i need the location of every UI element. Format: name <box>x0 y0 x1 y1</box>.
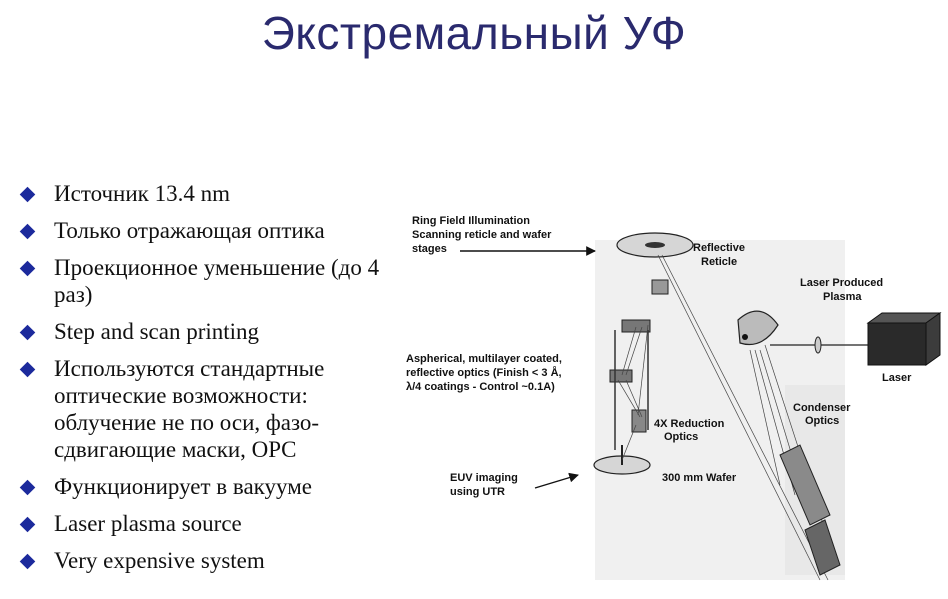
bullet-text: Источник 13.4 nm <box>54 181 230 206</box>
label-condenser: Condenser <box>793 402 851 414</box>
bullet-list <box>20 180 400 584</box>
bullet-item <box>20 547 400 574</box>
diamond-bullet-icon <box>20 554 36 570</box>
diamond-bullet-icon <box>20 261 36 277</box>
label-reduction: Optics <box>664 431 699 443</box>
bullet-text: Используются стандартные оптические возможности: облучение не по оси, фазо-сдвигающие маски, OPC <box>54 356 325 462</box>
label-aspherical: λ/4 coatings - Control ~0.1A) <box>406 381 555 393</box>
arrow-euv <box>535 475 578 488</box>
label-aspherical: Aspherical, multilayer coated, <box>406 353 562 365</box>
bullet-item <box>20 217 400 244</box>
laser-box <box>868 323 926 365</box>
label-laser-plasma: Laser Produced <box>800 277 884 289</box>
label-ring-field: Ring Field Illumination <box>412 215 530 227</box>
bullet-item <box>20 473 400 500</box>
label-reduction: 4X Reduction <box>654 418 725 430</box>
label-condenser: Optics <box>805 415 840 427</box>
label-reflective-reticle: Reflective <box>693 242 745 254</box>
diamond-bullet-icon <box>20 325 36 341</box>
bullet-text: Функционирует в вакууме <box>54 474 312 499</box>
bullet-item <box>20 355 400 463</box>
page-title: Экстремальный УФ <box>261 7 687 59</box>
label-laser: Laser <box>882 372 912 384</box>
diamond-bullet-icon <box>20 362 36 378</box>
label-ring-field: Scanning reticle and wafer <box>412 229 552 241</box>
bullet-text: Very expensive system <box>54 548 265 573</box>
diamond-bullet-icon <box>20 187 36 203</box>
mirror <box>652 280 668 294</box>
bullet-item <box>20 510 400 537</box>
label-laser-plasma: Plasma <box>823 291 862 303</box>
bullet-text: Laser plasma source <box>54 511 242 536</box>
mirror <box>632 410 646 432</box>
diamond-bullet-icon <box>20 224 36 240</box>
bullet-item <box>20 254 400 308</box>
label-ring-field: stages <box>412 243 447 255</box>
label-euv-imaging: EUV imaging <box>450 472 518 484</box>
reticle-center <box>645 242 665 248</box>
euv-system-diagram <box>400 185 945 590</box>
diamond-bullet-icon <box>20 517 36 533</box>
mirror <box>622 320 650 332</box>
bullet-item <box>20 318 400 345</box>
bullet-text: Только отражающая оптика <box>54 218 325 243</box>
label-wafer: 300 mm Wafer <box>662 472 737 484</box>
label-reflective-reticle: Reticle <box>701 256 738 268</box>
bullet-text: Проекционное уменьшение (до 4 раз) <box>54 255 380 307</box>
bullet-text: Step and scan printing <box>54 319 260 344</box>
focus-lens <box>815 337 821 353</box>
bullet-item <box>20 180 400 207</box>
label-aspherical: reflective optics (Finish < 3 Å, <box>406 367 562 379</box>
label-euv-imaging: using UTR <box>450 486 505 498</box>
diamond-bullet-icon <box>20 480 36 496</box>
plasma-point <box>742 334 748 340</box>
mirror <box>610 370 632 382</box>
